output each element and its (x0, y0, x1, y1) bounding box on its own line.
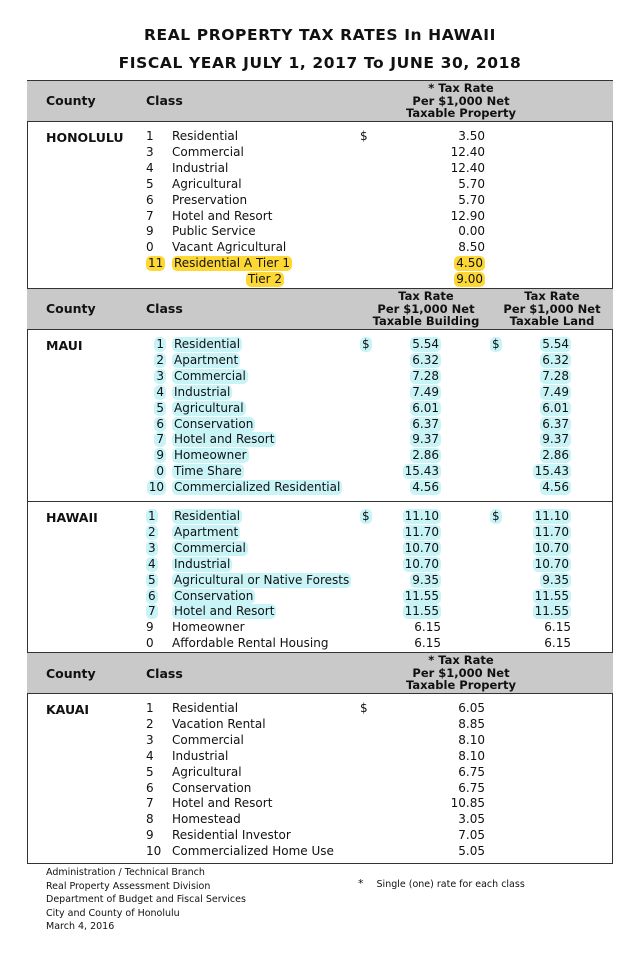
class-label: Homeowner (172, 620, 245, 635)
class-label: Conservation (172, 780, 252, 795)
land-rate: 6.32 (542, 352, 569, 367)
tax-rate: 8.10 (458, 732, 485, 747)
class-label: Tier 2 (248, 272, 283, 287)
header-single-rate (391, 82, 531, 120)
table-row (0, 509, 640, 524)
class-label: Residential Investor (172, 828, 291, 843)
class-number: 5 (146, 176, 154, 191)
footer-line: City and County of Honolulu (46, 907, 180, 919)
table-row (0, 480, 640, 495)
header-line: Taxable Property (406, 106, 516, 120)
tax-rate: 0.00 (458, 224, 485, 239)
table-row (0, 385, 640, 400)
header-line: Tax Rate (524, 289, 580, 303)
table-row (0, 401, 640, 416)
class-label: Public Service (172, 224, 256, 239)
land-rate: 10.70 (534, 556, 569, 571)
tax-rate: 6.05 (458, 701, 485, 715)
tax-rate: 9.00 (456, 272, 483, 287)
class-number: 5 (156, 400, 164, 415)
table-row (0, 541, 640, 556)
header-county: County (46, 301, 96, 316)
class-label: Agricultural (172, 176, 242, 191)
class-label: Time Share (174, 464, 242, 479)
county-name-honolulu: HONOLULU (46, 130, 124, 145)
class-number: 4 (156, 384, 164, 399)
tax-rate: 5.70 (458, 176, 485, 191)
table-row (0, 604, 640, 619)
currency-symbol: $ (360, 129, 368, 143)
table-row (0, 240, 640, 255)
land-rate: 6.15 (544, 620, 571, 635)
building-rate: 7.49 (412, 384, 439, 399)
table-row (0, 636, 640, 651)
class-number: 6 (148, 588, 156, 603)
class-number: 9 (146, 828, 154, 843)
currency-symbol-building: $ (362, 337, 370, 351)
building-rate: 7.28 (412, 368, 439, 383)
class-number: 7 (156, 432, 164, 447)
footer-line: Administration / Technical Branch (46, 867, 205, 878)
class-label: Residential (174, 509, 241, 523)
document-subtitle: FISCAL YEAR JULY 1, 2017 To JUNE 30, 2018 (118, 54, 522, 72)
tax-rate: 12.40 (450, 144, 485, 159)
class-label: Vacation Rental (172, 716, 266, 731)
tax-rate: 5.05 (458, 844, 485, 859)
table-row (0, 145, 640, 160)
section-divider (27, 501, 613, 502)
building-rate: 9.37 (412, 432, 439, 447)
class-number: 9 (146, 224, 154, 239)
table-row (0, 464, 640, 479)
header-line: Per $1,000 Net (503, 301, 601, 316)
building-rate: 11.55 (404, 604, 439, 619)
table-row (0, 717, 640, 732)
currency-symbol-land: $ (492, 337, 500, 351)
class-label: Hotel and Resort (174, 432, 275, 447)
class-number: 7 (146, 796, 154, 811)
class-number: 2 (148, 524, 156, 539)
class-label: Industrial (172, 748, 229, 763)
class-label: Commercial (174, 540, 246, 555)
building-rate: 6.01 (412, 400, 439, 415)
footnote-symbol: * (358, 877, 364, 890)
header-county: County (46, 93, 96, 108)
header-line: Taxable Property (406, 678, 516, 692)
table-row (0, 781, 640, 796)
header-class: Class (146, 301, 183, 316)
header-line: Per $1,000 Net (412, 93, 510, 108)
table-row (0, 589, 640, 604)
footer-line: Real Property Assessment Division (46, 880, 211, 892)
class-label: Hotel and Resort (174, 604, 275, 619)
building-rate: 11.70 (404, 524, 439, 539)
building-rate: 6.15 (414, 636, 441, 651)
document-title: REAL PROPERTY TAX RATES In HAWAII (143, 26, 496, 44)
header-county: County (46, 666, 96, 681)
header-line: Per $1,000 Net (377, 301, 475, 316)
footer-line: Department of Budget and Fiscal Services (46, 894, 246, 906)
header-line: Taxable Building (372, 314, 480, 328)
tax-rate: 3.50 (458, 129, 485, 143)
land-rate: 6.01 (542, 400, 569, 415)
class-label: Vacant Agricultural (172, 240, 287, 255)
table-row (0, 193, 640, 208)
class-label: Industrial (174, 384, 231, 399)
county-name-maui: MAUI (46, 338, 83, 353)
tax-rate: 12.40 (450, 160, 485, 175)
class-label: Residential A Tier 1 (174, 256, 290, 271)
class-label: Commercialized Home Use (172, 844, 334, 859)
table-row (0, 844, 640, 859)
class-number: 2 (146, 716, 154, 731)
class-number: 7 (146, 208, 154, 223)
class-number: 2 (156, 352, 164, 367)
table-row (0, 749, 640, 764)
class-number: 0 (156, 464, 164, 479)
county-name-hawaii: HAWAII (46, 510, 98, 525)
header-class: Class (146, 666, 183, 681)
land-rate: 9.35 (542, 572, 569, 587)
class-number: 3 (146, 144, 154, 159)
class-number: 1 (146, 129, 154, 143)
table-row (0, 272, 640, 287)
header-single-rate (391, 654, 531, 692)
table-row (0, 417, 640, 432)
land-rate: 11.70 (534, 524, 569, 539)
building-rate: 15.43 (404, 464, 439, 479)
class-label: Homeowner (174, 448, 247, 463)
tax-rate: 10.85 (450, 796, 485, 811)
table-row (0, 209, 640, 224)
header-line: Per $1,000 Net (412, 665, 510, 680)
class-number: 4 (148, 556, 156, 571)
currency-symbol-land: $ (492, 509, 500, 523)
class-number: 4 (146, 748, 154, 763)
header-line: * Tax Rate (428, 653, 494, 667)
table-row (0, 256, 640, 271)
class-label: Agricultural (172, 764, 242, 779)
class-number: 6 (156, 416, 164, 431)
class-label: Apartment (174, 352, 239, 367)
building-rate: 5.54 (412, 337, 439, 351)
class-number: 9 (146, 620, 154, 635)
class-number: 0 (146, 636, 154, 651)
class-number: 1 (156, 337, 164, 351)
currency-symbol: $ (360, 701, 368, 715)
table-row (0, 353, 640, 368)
tax-rate: 5.70 (458, 192, 485, 207)
class-label: Industrial (172, 160, 229, 175)
class-label: Commercial (172, 732, 244, 747)
table-row (0, 525, 640, 540)
land-rate: 6.37 (542, 416, 569, 431)
land-rate: 15.43 (534, 464, 569, 479)
tax-rate: 7.05 (458, 828, 485, 843)
class-label: Residential (172, 129, 239, 143)
class-number: 4 (146, 160, 154, 175)
class-number: 5 (146, 764, 154, 779)
class-number: 3 (148, 540, 156, 555)
footnote-text: Single (one) rate for each class (376, 879, 525, 890)
class-number: 3 (156, 368, 164, 383)
class-number: 7 (148, 604, 156, 619)
class-number: 11 (148, 256, 164, 271)
class-label: Hotel and Resort (172, 208, 273, 223)
table-header-maui (27, 288, 613, 330)
land-rate: 6.15 (544, 636, 571, 651)
header-line: * Tax Rate (428, 81, 494, 95)
building-rate: 6.15 (414, 620, 441, 635)
building-rate: 6.37 (412, 416, 439, 431)
class-number: 1 (148, 509, 156, 523)
building-rate: 10.70 (404, 540, 439, 555)
land-rate: 7.49 (542, 384, 569, 399)
land-rate: 5.54 (542, 337, 569, 351)
land-rate: 10.70 (534, 540, 569, 555)
header-class: Class (146, 93, 183, 108)
class-label: Conservation (174, 588, 254, 603)
header-land-rate (497, 290, 607, 328)
class-label: Commercialized Residential (174, 480, 341, 495)
class-label: Preservation (172, 192, 248, 207)
tax-rate: 4.50 (456, 256, 483, 271)
land-rate: 11.10 (534, 509, 569, 523)
table-row (0, 161, 640, 176)
class-number: 3 (146, 732, 154, 747)
building-rate: 9.35 (412, 572, 439, 587)
class-label: Residential (172, 701, 239, 715)
table-row (0, 432, 640, 447)
tax-rate: 6.75 (458, 780, 485, 795)
table-row (0, 573, 640, 588)
table-row (0, 796, 640, 811)
class-number: 5 (148, 572, 156, 587)
header-line: Tax Rate (398, 289, 454, 303)
class-label: Hotel and Resort (172, 796, 273, 811)
class-number: 10 (146, 844, 162, 859)
tax-rate: 6.75 (458, 764, 485, 779)
table-row (0, 177, 640, 192)
class-number: 9 (156, 448, 164, 463)
land-rate: 11.55 (534, 604, 569, 619)
class-number: 10 (148, 480, 164, 495)
footnote (358, 877, 525, 890)
class-number: 0 (146, 240, 154, 255)
class-label: Industrial (174, 556, 231, 571)
footer-line: March 4, 2016 (46, 921, 115, 933)
class-label: Commercial (172, 144, 244, 159)
table-header-kauai (27, 652, 613, 694)
building-rate: 11.10 (404, 509, 439, 523)
header-building-rate (365, 290, 487, 328)
land-rate: 7.28 (542, 368, 569, 383)
building-rate: 6.32 (412, 352, 439, 367)
header-line: Taxable Land (509, 314, 595, 328)
table-header-honolulu (27, 80, 613, 122)
table-row (0, 369, 640, 384)
class-label: Homestead (172, 812, 241, 827)
county-name-kauai: KAUAI (46, 702, 90, 717)
class-label: Commercial (174, 368, 246, 383)
table-row (0, 337, 640, 352)
building-rate: 4.56 (412, 480, 439, 495)
tax-rate: 8.50 (458, 240, 485, 255)
class-number: 6 (146, 192, 154, 207)
tax-rate: 8.85 (458, 716, 485, 731)
table-row (0, 765, 640, 780)
table-row (0, 701, 640, 716)
class-number: 1 (146, 701, 154, 715)
table-row (0, 557, 640, 572)
building-rate: 2.86 (412, 448, 439, 463)
tax-rate: 8.10 (458, 748, 485, 763)
table-row (0, 620, 640, 635)
currency-symbol-building: $ (362, 509, 370, 523)
class-label: Agricultural or Native Forests (174, 572, 350, 587)
table-row (0, 812, 640, 827)
land-rate: 9.37 (542, 432, 569, 447)
class-number: 6 (146, 780, 154, 795)
building-rate: 10.70 (404, 556, 439, 571)
land-rate: 4.56 (542, 480, 569, 495)
building-rate: 11.55 (404, 588, 439, 603)
tax-rate: 3.05 (458, 812, 485, 827)
class-label: Apartment (174, 524, 239, 539)
table-row (0, 224, 640, 239)
footer-attribution (46, 866, 246, 934)
tax-rate: 12.90 (450, 208, 485, 223)
table-row (0, 733, 640, 748)
class-label: Affordable Rental Housing (172, 636, 329, 651)
class-number: 8 (146, 812, 154, 827)
table-row (0, 828, 640, 843)
class-label: Conservation (174, 416, 254, 431)
class-label: Residential (174, 337, 241, 351)
table-row (0, 129, 640, 144)
table-row (0, 448, 640, 463)
class-label: Agricultural (174, 400, 244, 415)
land-rate: 2.86 (542, 448, 569, 463)
land-rate: 11.55 (534, 588, 569, 603)
